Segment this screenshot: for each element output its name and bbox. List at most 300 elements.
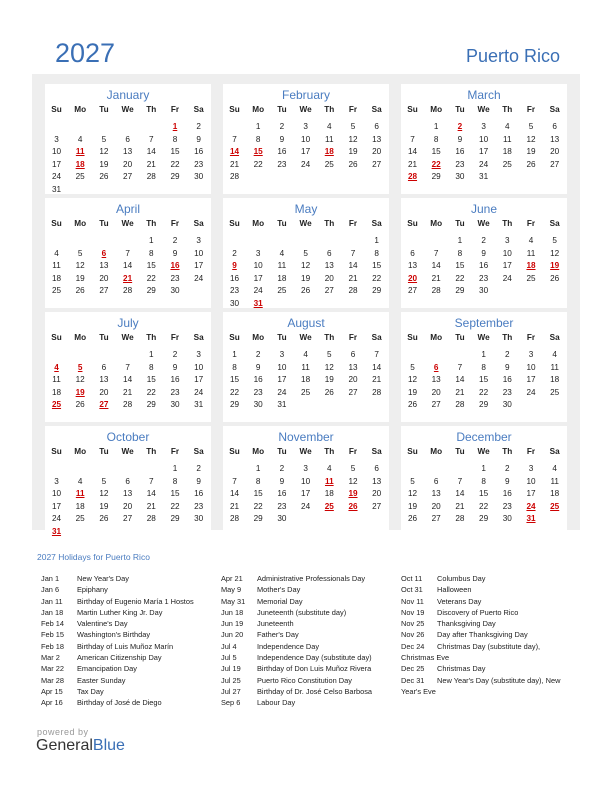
day-cell: 9 [196,134,201,144]
weekday-header: Su [229,333,240,342]
day-cell: 5 [552,236,557,245]
day-cell: 17 [51,159,62,169]
day-cell: 16 [194,489,204,498]
day-cell: 12 [526,134,536,144]
day-cell: 6 [374,464,379,473]
holiday-day-cell: 18 [75,159,85,169]
holiday-date: Jul 27 [221,686,241,696]
day-cell: 28 [146,514,156,523]
weekday-header: We [299,447,312,456]
day-cell: 4 [54,248,59,258]
holiday-name: Veterans Day [437,596,482,606]
day-cell: 23 [194,159,204,169]
holiday-row [41,618,194,629]
day-cell: 30 [502,514,512,523]
day-cell: 24 [479,159,489,169]
day-cell: 13 [372,476,382,486]
holiday-date: Mar 22 [41,664,65,674]
holiday-date: Jun 20 [221,630,244,640]
weekday-header: Sa [371,219,382,228]
holiday-date: Jul 4 [221,641,237,651]
day-cell: 12 [407,375,418,384]
weekday-header: Sa [371,105,382,114]
weekday-header: Fr [170,447,180,456]
holiday-row [41,607,194,618]
weekday-header: Tu [455,219,465,228]
day-cell: 9 [505,476,510,486]
weekday-header: Tu [277,105,287,114]
weekday-header: We [477,447,490,456]
day-cell: 26 [324,387,334,397]
day-cell: 22 [253,159,263,169]
day-cell: 29 [253,514,263,523]
day-cell: 3 [54,476,59,486]
day-cell: 8 [232,362,237,372]
day-cell: 14 [431,261,441,270]
weekday-header: Su [229,447,240,456]
month-january [45,84,211,194]
day-cell: 10 [526,362,536,372]
day-cell: 24 [502,273,512,283]
day-cell: 25 [51,286,62,295]
day-cell: 7 [232,476,237,486]
weekday-header: Fr [526,333,536,342]
holiday-date: Feb 15 [41,630,65,640]
day-cell: 8 [149,362,154,372]
day-cell: 23 [479,273,489,283]
day-cell: 28 [348,286,358,295]
day-cell: 21 [431,273,441,283]
day-cell: 8 [433,134,439,144]
weekday-header: We [299,105,312,114]
day-cell: 15 [146,261,156,270]
month-title: December [456,430,512,444]
weekday-header: Sa [193,219,204,228]
day-cell: 26 [407,400,418,409]
day-cell: 16 [502,489,512,498]
day-cell: 23 [277,501,287,511]
day-cell: 23 [170,273,180,283]
day-cell: 7 [350,248,356,258]
day-cell: 29 [170,172,180,181]
weekday-header: Mo [74,105,87,114]
weekday-header: Th [146,447,157,456]
holiday-name: Halloween [437,585,472,595]
weekday-header: Su [51,447,62,456]
holiday-row [41,596,194,607]
holiday-row [221,584,372,595]
month-title: July [117,316,139,330]
holiday-date: Nov 19 [401,607,425,617]
day-cell: 29 [146,286,156,295]
day-cell: 20 [372,489,382,498]
day-cell: 4 [279,248,285,258]
day-cell: 30 [194,172,204,181]
day-cell: 1 [374,236,379,245]
day-cell: 10 [277,362,287,372]
holiday-day-cell: 28 [407,172,418,181]
weekday-header: Su [407,333,418,342]
day-cell: 14 [348,261,358,270]
day-cell: 30 [502,400,512,409]
holiday-name: Memorial Day [257,596,303,606]
holiday-day-cell: 18 [526,261,536,270]
day-cell: 25 [526,273,536,283]
holidays-title: 2027 Holidays for Puerto Rico [37,552,150,562]
weekday-header: Mo [430,447,443,456]
holiday-name: Administrative Professionals Day [257,574,366,583]
day-cell: 9 [505,362,510,372]
day-cell: 11 [52,375,61,384]
holiday-day-cell: 11 [75,147,85,156]
day-cell: 1 [255,464,261,473]
holiday-row [221,652,372,663]
logo-general: General [36,737,93,754]
holiday-date: Dec 25 [401,664,425,674]
day-cell: 3 [303,464,308,473]
day-cell: 13 [407,261,418,270]
day-cell: 26 [99,514,109,523]
weekday-header: Sa [371,333,382,342]
holiday-name: Birthday of Don Luis Muñoz Rivera [257,664,372,674]
day-cell: 18 [51,387,62,397]
day-cell: 28 [123,286,133,295]
month-title: February [281,88,331,102]
day-cell: 20 [123,501,133,511]
day-cell: 21 [348,273,358,283]
day-cell: 21 [146,159,156,169]
day-cell: 16 [229,273,240,283]
day-cell: 18 [550,489,560,498]
holiday-date: Dec 24 [401,641,425,651]
day-cell: 8 [457,248,463,258]
day-cell: 13 [372,134,382,144]
holiday-row [221,607,372,618]
day-cell: 21 [455,501,465,511]
day-cell: 25 [324,159,334,169]
holiday-row [401,663,560,674]
weekday-header: We [477,219,490,228]
holiday-day-cell: 14 [229,147,240,156]
holiday-row [401,629,560,640]
holiday-day-cell: 25 [324,501,334,511]
weekday-header: Th [324,447,335,456]
day-cell: 25 [277,286,287,295]
day-cell: 19 [526,147,536,156]
holiday-name: Martin Luther King Jr. Day [77,607,163,617]
holiday-date: Nov 11 [401,596,424,606]
day-cell: 3 [255,248,261,258]
day-cell: 12 [324,362,334,372]
day-cell: 6 [350,350,356,359]
weekday-header: Fr [526,105,536,114]
day-cell: 19 [99,501,109,511]
day-cell: 21 [229,159,240,169]
day-cell: 7 [457,476,463,486]
day-cell: 16 [170,375,180,384]
weekday-header: Fr [526,219,536,228]
day-cell: 9 [279,134,285,144]
day-cell: 4 [505,122,510,131]
holiday-day-cell: 21 [123,273,133,283]
day-cell: 20 [99,387,109,397]
day-cell: 24 [253,286,263,295]
day-cell: 30 [194,514,204,523]
day-cell: 23 [229,286,240,295]
day-cell: 19 [324,375,334,384]
day-cell: 15 [372,261,382,270]
holiday-name: Independence Day (substitute day) [257,653,372,663]
day-cell: 20 [431,387,441,397]
weekday-header: Mo [430,219,443,228]
day-cell: 12 [75,261,85,270]
holiday-name: Birthday of Dr. José Celso Barbosa [257,686,373,696]
day-cell: 24 [301,159,311,169]
weekday-header: Su [51,105,62,114]
day-cell: 10 [194,362,204,372]
month-title: April [115,202,140,216]
day-cell: 28 [229,172,240,181]
day-cell: 1 [433,122,439,131]
day-cell: 29 [372,286,382,295]
day-cell: 16 [455,147,465,156]
day-cell: 5 [327,350,332,359]
day-cell: 22 [146,387,156,397]
day-cell: 27 [431,400,441,409]
weekday-header: Fr [348,105,358,114]
day-cell: 24 [526,387,536,397]
day-cell: 22 [479,387,489,397]
day-cell: 21 [407,159,418,169]
day-cell: 14 [372,362,382,372]
day-cell: 28 [123,400,133,409]
holiday-date: May 31 [221,596,246,606]
weekday-header: Mo [74,333,87,342]
holiday-day-cell: 18 [324,147,334,156]
day-cell: 4 [77,476,83,486]
holiday-row [401,675,560,686]
day-cell: 14 [123,261,133,270]
day-cell: 28 [372,387,382,397]
month-title: August [287,316,325,330]
weekday-header: Th [502,447,513,456]
day-cell: 22 [253,501,263,511]
holiday-row [401,584,560,595]
holiday-name: Independence Day [257,641,320,651]
day-cell: 9 [172,362,178,372]
month-title: October [106,430,150,444]
day-cell: 15 [229,375,240,384]
holiday-name: Labour Day [257,698,296,708]
day-cell: 25 [301,387,311,397]
day-cell: 7 [410,134,415,144]
month-october [45,426,211,536]
day-cell: 5 [303,248,308,258]
day-cell: 1 [457,236,463,245]
day-cell: 19 [99,159,109,169]
day-cell: 3 [528,464,534,473]
holiday-date: Nov 25 [401,619,425,629]
holiday-row [41,652,194,663]
day-cell: 22 [479,501,489,511]
holiday-name: Epiphany [77,585,108,595]
day-cell: 26 [301,286,311,295]
month-december [401,426,567,536]
holiday-name: Juneteenth (substitute day) [257,607,347,617]
day-cell: 22 [229,387,240,397]
day-cell: 21 [372,375,382,384]
holiday-date: Oct 11 [401,574,423,583]
month-september [401,312,567,422]
holiday-name: Washington's Birthday [77,630,151,640]
day-cell: 19 [75,273,85,283]
weekday-header: Th [502,105,513,114]
day-cell: 27 [123,514,133,523]
day-cell: 11 [325,134,334,144]
month-title: November [278,430,334,444]
day-cell: 27 [372,501,382,511]
weekday-header: We [299,219,312,228]
day-cell: 6 [410,248,415,258]
day-cell: 14 [229,489,240,498]
day-cell: 26 [75,286,85,295]
weekday-header: Th [146,105,157,114]
holiday-row [41,573,194,584]
holiday-row [401,596,560,607]
holiday-date: Oct 31 [401,585,423,595]
weekday-header: Tu [99,219,109,228]
weekday-header: Fr [348,333,358,342]
day-cell: 11 [526,248,536,258]
day-cell: 29 [455,286,465,295]
day-cell: 8 [172,134,178,144]
holiday-row [41,675,194,686]
holiday-name: Emancipation Day [77,664,137,674]
day-cell: 24 [51,514,62,523]
holiday-date: Jul 5 [221,653,237,663]
holiday-row [221,596,372,607]
day-cell: 5 [528,122,534,131]
day-cell: 20 [99,273,109,283]
holiday-row [221,629,372,640]
day-cell: 28 [455,514,465,523]
day-cell: 10 [301,476,311,486]
weekday-header: We [121,105,134,114]
day-cell: 3 [528,350,534,359]
day-cell: 6 [374,122,379,131]
day-cell: 14 [146,147,156,156]
weekday-header: Tu [277,333,287,342]
weekday-header: Th [502,219,513,228]
day-cell: 23 [170,387,180,397]
holiday-day-cell: 25 [550,501,560,511]
holiday-date: Nov 26 [401,630,425,640]
day-cell: 1 [172,464,178,473]
holiday-date: May 9 [221,585,242,595]
holiday-day-cell: 22 [431,159,441,169]
day-cell: 5 [350,122,356,131]
holiday-date: Jan 11 [41,596,63,606]
holiday-day-cell: 25 [51,400,62,409]
day-cell: 30 [277,514,287,523]
holiday-day-cell: 15 [253,147,263,156]
day-cell: 29 [146,400,156,409]
day-cell: 23 [194,501,204,511]
day-cell: 29 [170,514,180,523]
month-march [401,84,567,194]
day-cell: 20 [348,375,358,384]
holiday-row [221,697,372,708]
holiday-row [41,584,194,595]
day-cell: 25 [75,514,85,523]
day-cell: 30 [170,286,180,295]
day-cell: 3 [54,134,59,144]
day-cell: 22 [455,273,465,283]
day-cell: 28 [229,514,240,523]
day-cell: 24 [301,501,311,511]
day-cell: 4 [552,464,557,473]
calendar-grid [32,74,580,536]
day-cell: 27 [407,286,418,295]
weekday-header: Tu [455,105,465,114]
day-cell: 8 [255,134,261,144]
day-cell: 6 [125,476,130,486]
month-november [223,426,389,536]
weekday-header: Tu [455,333,465,342]
day-cell: 12 [99,489,109,498]
weekday-header: Th [324,219,335,228]
holiday-date: Jul 19 [221,664,241,674]
day-cell: 30 [253,400,263,409]
holiday-day-cell: 2 [457,122,463,131]
holiday-name: Tax Day [77,686,104,696]
holiday-day-cell: 1 [172,122,178,131]
day-cell: 6 [125,134,130,144]
weekday-header: Fr [170,105,180,114]
day-cell: 24 [194,273,204,283]
holiday-date: Jun 19 [221,619,244,629]
day-cell: 5 [410,476,415,486]
holiday-date: Sep 6 [221,698,241,708]
holiday-day-cell: 24 [526,501,536,511]
day-cell: 22 [146,273,156,283]
day-cell: 15 [253,489,263,498]
day-cell: 16 [277,489,287,498]
generalblue-logo[interactable] [36,737,125,755]
holiday-day-cell: 26 [348,501,358,511]
day-cell: 19 [301,273,311,283]
day-cell: 13 [348,362,358,372]
weekday-header: Su [229,105,240,114]
day-cell: 11 [550,476,559,486]
logo-blue: Blue [92,737,125,754]
day-cell: 7 [125,248,130,258]
day-cell: 2 [255,350,261,359]
day-cell: 24 [51,172,62,181]
holiday-day-cell: 19 [348,489,358,498]
day-cell: 7 [457,362,463,372]
day-cell: 30 [479,286,489,295]
day-cell: 17 [194,375,204,384]
weekday-header: Tu [99,333,109,342]
holiday-day-cell: 27 [99,400,109,409]
day-cell: 27 [431,514,441,523]
day-cell: 18 [301,375,311,384]
holiday-row [401,652,560,663]
weekday-header: We [121,333,134,342]
day-cell: 27 [99,286,109,295]
day-cell: 23 [502,387,512,397]
